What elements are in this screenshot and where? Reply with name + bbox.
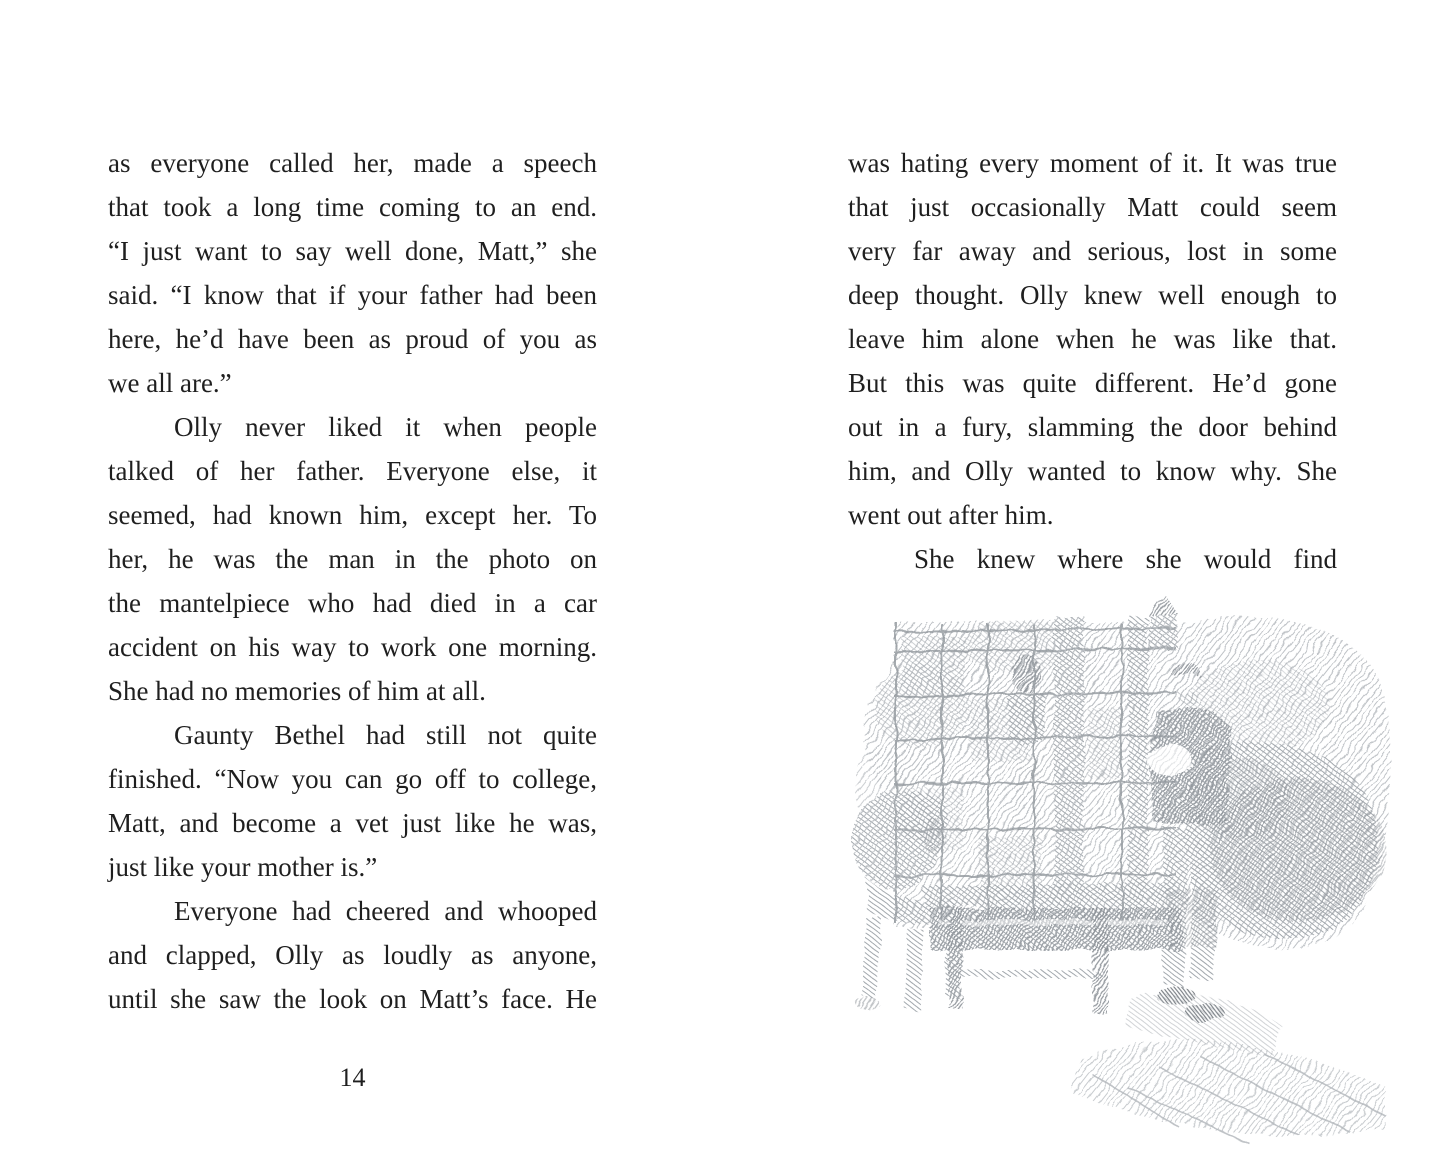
text-line: that took a long time coming to an end. bbox=[108, 192, 597, 222]
pencil-sketch bbox=[830, 588, 1410, 1154]
right-page-text bbox=[848, 141, 1337, 581]
text-line: “I just want to say well done, Matt,” she bbox=[108, 236, 597, 266]
text-line: out in a fury, slamming the door behind bbox=[848, 412, 1337, 442]
window-sketch bbox=[894, 594, 1180, 928]
paragraph bbox=[848, 141, 1337, 537]
paragraph bbox=[108, 141, 597, 405]
text-line: Gaunty Bethel had still not quite bbox=[174, 720, 597, 750]
text-line: She had no memories of him at all. bbox=[108, 676, 486, 706]
text-line: here, he’d have been as proud of you as bbox=[108, 324, 597, 354]
illustration bbox=[830, 588, 1410, 1154]
text-line: Matt, and become a vet just like he was, bbox=[108, 808, 597, 838]
text-line: until she saw the look on Matt’s face. He bbox=[108, 984, 597, 1014]
text-line: very far away and serious, lost in some bbox=[848, 236, 1337, 266]
paragraph bbox=[108, 405, 597, 713]
text-line: But this was quite different. He’d gone bbox=[848, 368, 1337, 398]
text-line: seemed, had known him, except her. To bbox=[108, 500, 597, 530]
text-line: just like your mother is.” bbox=[108, 852, 378, 882]
text-line: was hating every moment of it. It was true bbox=[848, 148, 1337, 178]
text-line: him, and Olly wanted to know why. She bbox=[848, 456, 1337, 486]
text-line: Olly never liked it when people bbox=[174, 412, 597, 442]
text-line: and clapped, Olly as loudly as anyone, bbox=[108, 940, 597, 970]
text-line: talked of her father. Everyone else, it bbox=[108, 456, 597, 486]
text-line: deep thought. Olly knew well enough to bbox=[848, 280, 1337, 310]
text-line: the mantelpiece who had died in a car bbox=[108, 588, 597, 618]
text-line: She knew where she would find bbox=[914, 544, 1337, 574]
page-number: 14 bbox=[339, 1063, 366, 1092]
ground-sketch bbox=[1070, 993, 1386, 1144]
text-line: said. “I know that if your father had been bbox=[108, 280, 597, 310]
text-line: leave him alone when he was like that. bbox=[848, 324, 1337, 354]
text-line: Everyone had cheered and whooped bbox=[174, 896, 597, 926]
paragraph bbox=[108, 713, 597, 889]
text-line: accident on his way to work one morning. bbox=[108, 632, 597, 662]
text-line: her, he was the man in the photo on bbox=[108, 544, 597, 574]
text-line: we all are.” bbox=[108, 368, 232, 398]
text-line: as everyone called her, made a speech bbox=[108, 148, 597, 178]
text-line: finished. “Now you can go off to college, bbox=[108, 764, 597, 794]
paragraph bbox=[108, 889, 597, 1021]
left-page-text bbox=[108, 141, 597, 1021]
paragraph bbox=[848, 537, 1337, 581]
text-line: that just occasionally Matt could seem bbox=[848, 192, 1337, 222]
text-line: went out after him. bbox=[848, 500, 1054, 530]
